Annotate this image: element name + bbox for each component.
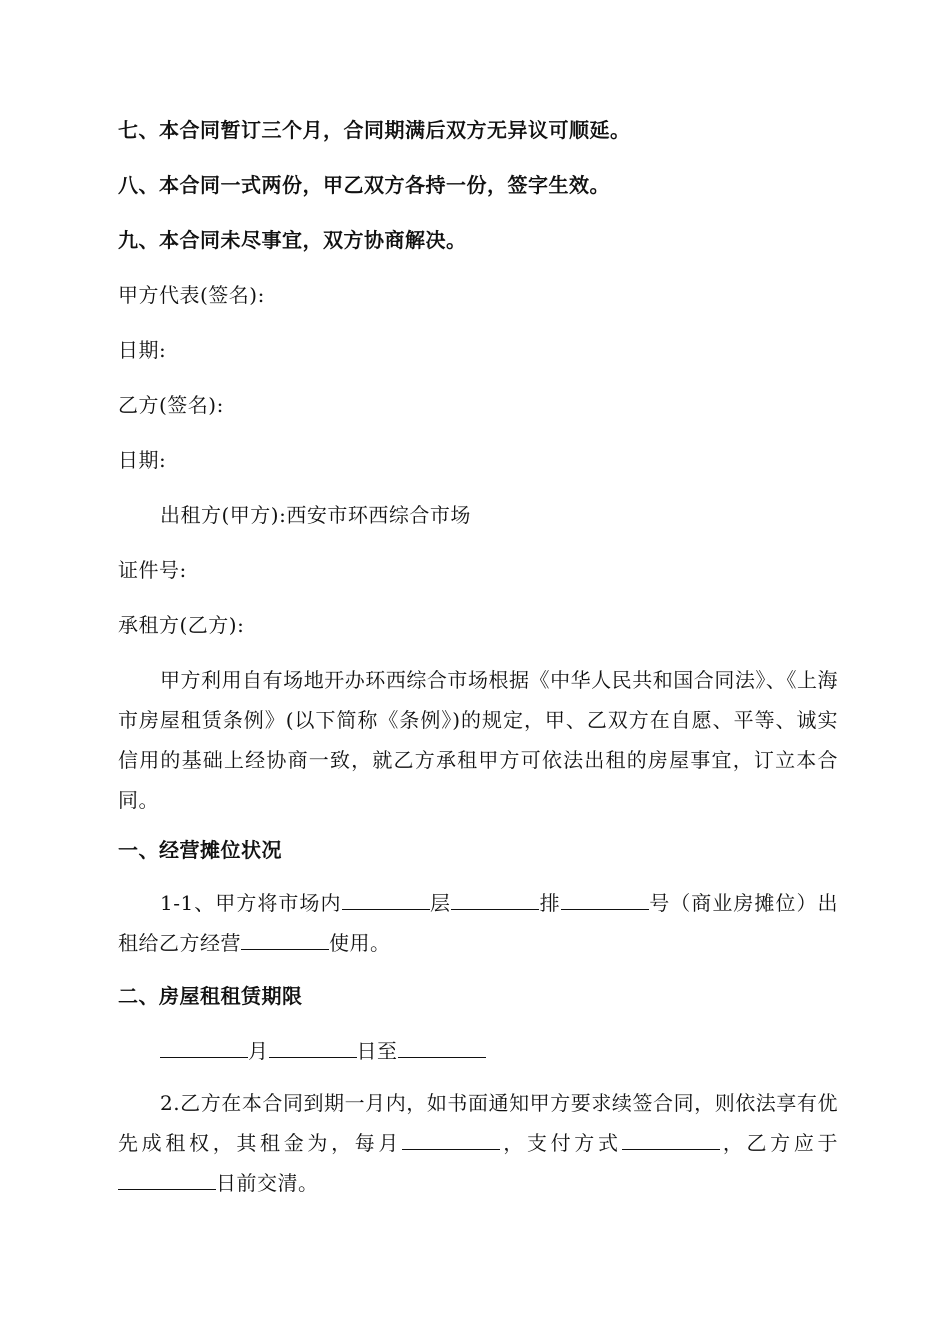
payment-method-blank[interactable]: [622, 1129, 720, 1150]
date-b-label: 日期:: [118, 448, 167, 472]
s1-text-a: 1-1、甲方将市场内: [160, 891, 342, 915]
term-line: [160, 1037, 486, 1064]
s2-text-b: ，支付方式: [500, 1131, 622, 1155]
term-month-text: 月: [248, 1039, 269, 1063]
lessee-label: 承租方(乙方):: [118, 613, 245, 637]
party-b-signature-label: 乙方(签名):: [118, 393, 224, 417]
end-date-blank[interactable]: [398, 1037, 486, 1058]
usage-blank[interactable]: [241, 929, 329, 950]
clause-nine: 九、本合同未尽事宜，双方协商解决。: [118, 228, 467, 252]
number-blank[interactable]: [561, 889, 649, 910]
rent-blank[interactable]: [402, 1129, 500, 1150]
clause-eight: 八、本合同一式两份，甲乙双方各持一份，签字生效。: [118, 173, 610, 197]
date-a-label: 日期:: [118, 338, 167, 362]
s1-text-c: 排: [539, 891, 561, 915]
row-blank[interactable]: [451, 889, 539, 910]
start-day-blank[interactable]: [269, 1037, 357, 1058]
due-date-blank[interactable]: [118, 1169, 216, 1190]
intro-paragraph: 甲方利用自有场地开办环西综合市场根据《中华人民共和国合同法》、《上海市房屋租赁条例》(以下简称《条例》)的规定，甲、乙双方在自愿、平等、诚实信用的基础上经协商一致，就乙方承租甲方可依法出租的房屋事宜，订立本合同。: [118, 668, 838, 812]
section-1-title: 一、经营摊位状况: [118, 838, 282, 862]
s1-text-e: 使用。: [329, 931, 391, 955]
s2-text-c: ，乙方应于: [719, 1131, 839, 1155]
s1-text-b: 层: [429, 891, 452, 915]
section-2-paragraph: [118, 1083, 838, 1203]
s2-text-a: 2.乙方在本合同到期一月内，如书面通知甲方要求续签合同，则依法享有优先成租权，其租金为，每月: [118, 1091, 838, 1155]
floor-blank[interactable]: [342, 889, 430, 910]
term-day-to-text: 日至: [356, 1039, 398, 1063]
party-a-signature-label: 甲方代表(签名):: [118, 283, 265, 307]
lessor-line: 出租方(甲方):西安市环西综合市场: [160, 503, 471, 527]
start-month-blank[interactable]: [160, 1037, 248, 1058]
s2-text-d: 日前交清。: [216, 1171, 319, 1195]
id-number-label: 证件号:: [118, 558, 187, 582]
section-2-title: 二、房屋租租赁期限: [118, 984, 303, 1008]
s1-text-d: 号（商业房摊位）出租给乙方经营: [118, 891, 839, 955]
clause-seven: 七、本合同暂订三个月，合同期满后双方无异议可顺延。: [118, 118, 631, 142]
section-1-paragraph: [118, 883, 838, 963]
